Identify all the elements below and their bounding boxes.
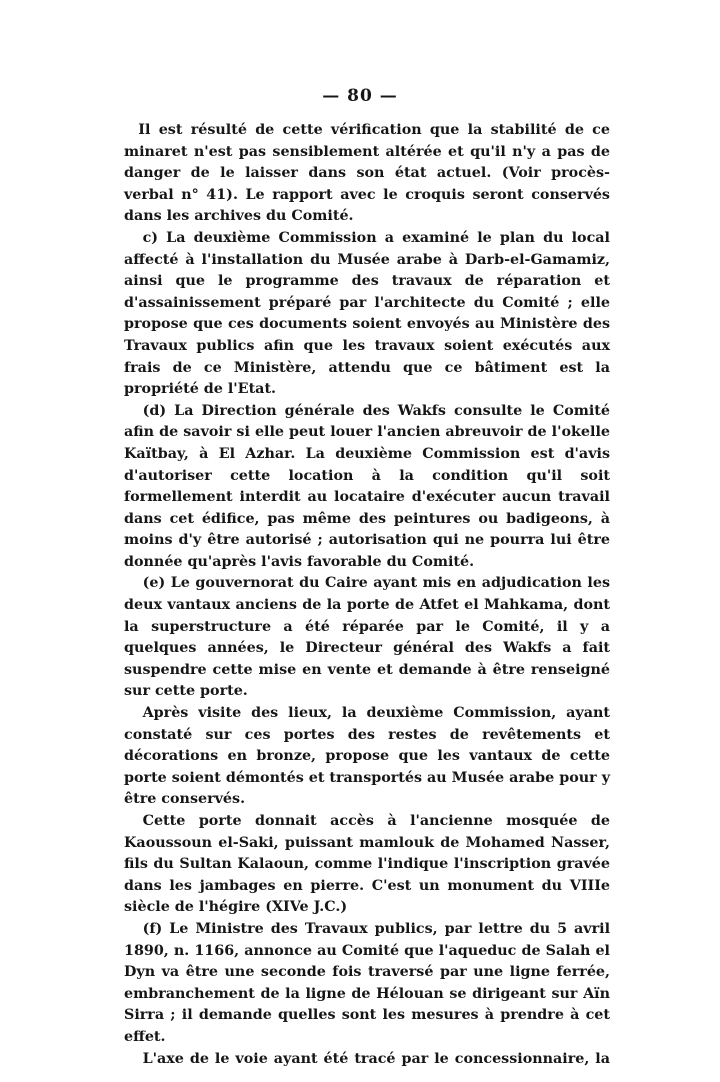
paragraph-c-musee-arabe: c) La deuxième Commission a examiné le plan du local affecté à l'installation du Musée arabe à Darb-el-Gamamiz, ainsi que le programme des travaux de réparation et d'assainissement préparé par l'architecte du Comité ; elle propose que ces documents soient envoyés au Ministère des Travaux publics afin que les travaux soient exécutés aux frais de ce Ministère, attendu que ce bâtiment est la propriété de l'Etat. [124,229,610,398]
paragraph-minaret-stability: Il est résulté de cette vérification que la stabilité de ce minaret n'est pas sensiblement altérée et qu'il n'y a pas de danger de le laisser dans son état actuel. (Voir procès-verbal n° 41). Le rapport avec le croquis seront conservés dans les archives du Comité. [124,122,610,225]
paragraph-d-okelle-kaitbay: (d) La Direction générale des Wakfs consulte le Comité afin de savoir si elle peut louer l'ancien abreuvoir de l'okelle Kaïtbay, à El Azhar. La deuxième Commission est d'avis d'autoriser cette location à la condition qu'il soit formellement interdit au locataire d'exécuter aucun travail dans cet édifice, pas même des peintures ou badigeons, à moins d'y être autorisé ; autorisation qui ne pourra lui être donnée qu'après l'avis favorable du Comité. [124,402,610,570]
paragraph-visite-des-lieux: Après visite des lieux, la deuxième Commission, ayant constaté sur ces portes des restes de revêtements et décorations en bronze, propose que les vantaux de cette porte soient démontés et transportés au Musée arabe pour y être conservés. [124,705,610,808]
body-text [124,120,610,1070]
paragraph-e-porte-atfet: (e) Le gouvernorat du Caire ayant mis en adjudication les deux vantaux anciens de la porte de Atfet el Mahkama, dont la superstructure a été réparée par le Comité, il y a quelques années, le Directeur général des Wakfs a fait suspendre cette mise en vente et demande à être renseigné sur cette porte. [124,575,610,700]
paragraph-mosquee-kaoussoun: Cette porte donnait accès à l'ancienne mosquée de Kaoussoun el-Saki, puissant mamlouk de Mohamed Nasser, fils du Sultan Kalaoun, comme l'indique l'inscription gravée dans les jambages en pierre. C'est un monument du VIIIe siècle de l'hégire (XIVe J.C.) [124,813,610,916]
paragraph-f-aqueduc: (f) Le Ministre des Travaux publics, par lettre du 5 avril 1890, n. 1166, annonce au Comité que l'aqueduc de Salah el Dyn va être une seconde fois traversé par une ligne ferrée, embranchement de la ligne de Hélouan se dirigeant sur Aïn Sirra ; il demande quelles sont les mesures à prendre à cet effet. [124,920,610,1045]
paragraph-axe-voie: L'axe de le voie ayant été tracé par le concessionnaire, la [142,1050,610,1067]
page-number: — 80 — [322,86,398,106]
